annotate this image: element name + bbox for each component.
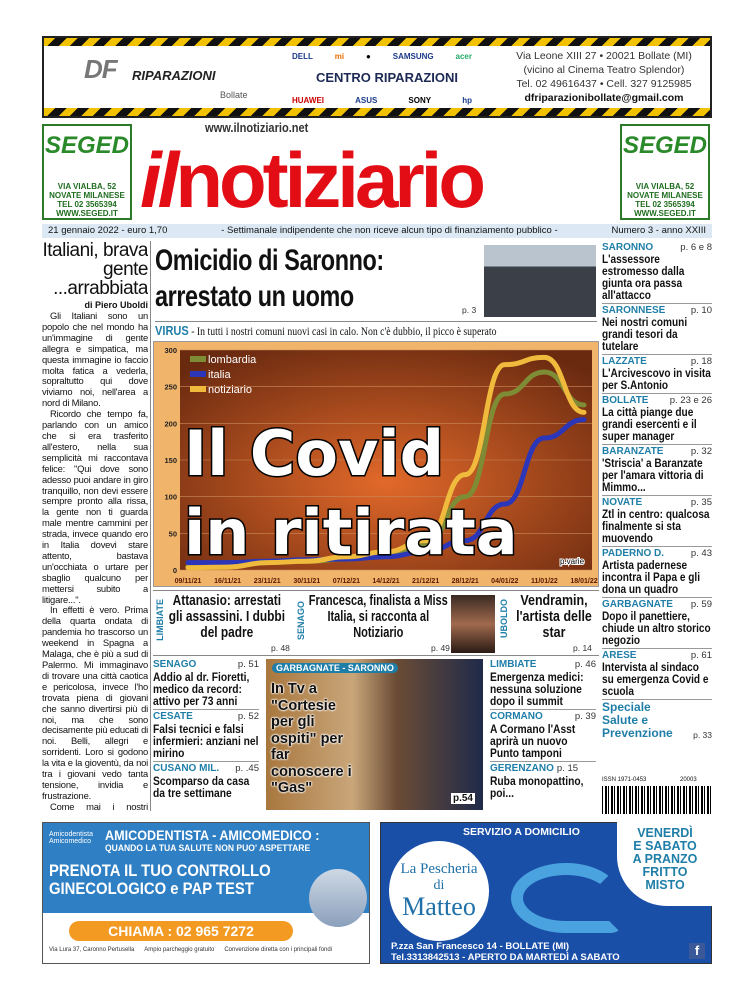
place-label: BOLLATE [602, 395, 649, 406]
place-label: ARESE [602, 650, 637, 661]
y-tick-label: 100 [164, 492, 177, 502]
pescheria-ad[interactable] [380, 822, 712, 964]
page-ref: p. 48 [271, 643, 290, 653]
place-label: GERENZANO [490, 763, 554, 774]
brand-asus: ASUS [355, 96, 378, 105]
news-title: L'assessore estromesso dalla giunta ora passa all'attacco [602, 252, 685, 302]
news-item[interactable] [602, 650, 712, 700]
ad-address: Via Lura 37, Caronno Pertusella [49, 947, 135, 953]
x-tick-label: 18/01/22 [570, 578, 598, 585]
call-button[interactable]: CHIAMA : 02 965 7272 [69, 921, 293, 941]
date-bar [42, 224, 712, 238]
y-tick-label: 200 [164, 419, 177, 429]
news-title: L'Arcivescovo in visita per S.Antonio [602, 366, 711, 392]
lead-photo [484, 245, 596, 317]
ad-phone: Tel.3313842513 - APERTO DA MARTEDÌ A SABATO [391, 952, 620, 963]
place-label: NOVATE [602, 497, 643, 508]
paragraph: In effetti è vero. Prima della quarta ondata di pandemia ho trascorso un weekend in Spagna a Malaga, che è più a sud di Palermo. Mi immaginavo di trovare una città caotica e pericolosa, invece l'ho trovata piena di giovani che sanno divertirsi più di noi, ma che sono decisamente più educati di noi. Belli, allegri e sorridenti. Loro si godono la vita e la gioventù, da noi tra i giovani vedo tanta tensione, invidia e frustrazione. [42, 604, 148, 801]
page-ref: p. 52 [237, 711, 259, 722]
brand-samsung: SAMSUNG [392, 52, 434, 61]
seged-logo: SEGED [44, 132, 130, 159]
legend-label: notiziario [208, 384, 253, 396]
seged-line: VIA VIALBA, 52 [635, 182, 695, 191]
logo-text: Matteo [402, 892, 476, 921]
legend-label: lombardia [208, 354, 257, 366]
promo-line: MISTO [645, 878, 685, 892]
page-ref: p. 18 [690, 356, 712, 367]
ad-headline: GINECOLOGICO e PAP TEST [49, 880, 254, 898]
virus-tag: VIRUS [155, 323, 189, 338]
chart-svg [154, 342, 598, 586]
seged-info [44, 182, 130, 218]
ad-logo: Amicodentista Amicomedico [49, 831, 93, 845]
ad-convention: Convenzione diretta con i principali fondi [224, 947, 333, 953]
strip-place: UBOLDO [499, 599, 509, 638]
seged-logo: SEGED [622, 132, 708, 159]
hazard-stripe [44, 108, 710, 116]
x-tick-label: 21/12/21 [411, 578, 440, 585]
page-ref: p.54 [452, 793, 473, 804]
news-item[interactable] [153, 709, 259, 759]
legend-swatch-lombardia [190, 356, 206, 362]
page-ref: p. 51 [237, 659, 259, 670]
ad-footer [49, 947, 332, 953]
df-city: Bollate [220, 90, 248, 100]
seged-line: TEL 02 3565394 [635, 200, 695, 209]
brand-logos-row1 [292, 52, 472, 61]
page-ref: p. 3 [462, 305, 477, 315]
x-tick-label: 30/11/21 [293, 578, 321, 585]
news-item[interactable] [602, 599, 712, 649]
legend-swatch-notiziario [190, 386, 206, 392]
strip-place: SENAGO [296, 601, 306, 641]
paragraph: Gli Italiani sono un popolo che nel mondo ha un'immagine di gente allegra e simpatica, ma questa immagine io faccio molta fatica a vederla, sopraltutto qui dove viviamo noi, nell'area a nord di Milano. [42, 310, 148, 409]
chart-credit: p.varie [560, 557, 585, 566]
x-tick-label: 11/01/22 [530, 578, 558, 585]
news-title: Ruba monopattino, poi... [490, 774, 584, 800]
special-title: Speciale Salute e Prevenzione [602, 700, 673, 740]
address-line: (vicino al Cinema Teatro Splendor) [523, 64, 685, 76]
news-title: Scomparso da casa da tre settimane [153, 774, 250, 800]
teaser-strip [153, 590, 599, 656]
centro-riparazioni: CENTRO RIPARAZIONI [315, 70, 459, 85]
promo-line: VENERDÌ [637, 826, 693, 840]
byline: di Piero Uboldi [84, 300, 148, 310]
page-ref: p. 43 [690, 548, 712, 559]
paragraph: Come mai i nostri [50, 800, 148, 811]
photo-story[interactable] [266, 659, 483, 810]
page-ref: p. .45 [235, 763, 259, 774]
page-ref: p. 59 [690, 599, 712, 610]
place-label: SARONNESE [602, 305, 666, 316]
place-label: GARBAGNATE [602, 599, 673, 610]
brand-sony: SONY [408, 96, 432, 105]
y-tick-label: 250 [164, 382, 177, 392]
strip-headline[interactable]: Attanasio: arrestati gli assassini. I dubbi del padre [168, 593, 286, 641]
photo-story-tag: GARBAGNATE - SARONNO [272, 663, 398, 673]
page-ref: p. 23 e 26 [669, 395, 712, 406]
seged-line: TEL 02 3565394 [57, 200, 117, 209]
page-ref: p. 46 [574, 659, 596, 670]
place-label: BARANZATE [602, 446, 664, 457]
brand-mi: mi [334, 52, 345, 61]
pescheria-logo [389, 841, 489, 941]
page-ref: p. 49 [431, 643, 450, 653]
logo-text: di [433, 878, 445, 893]
news-title: Ztl in centro: qualcosa finalmente si sta muovendo [602, 507, 710, 545]
news-title: A Cormano l'Asst aprirà un nuovo Punto tamponi [490, 722, 576, 760]
divider [155, 321, 597, 322]
news-item[interactable] [602, 305, 712, 355]
y-tick-label: 50 [168, 529, 177, 539]
photo-story-title: In Tv a "Cortesie per gli ospiti" per far conoscere i "Gas" [271, 681, 352, 796]
x-tick-label: 09/11/21 [174, 578, 202, 585]
virus-kicker [155, 323, 496, 338]
x-tick-label: 28/12/21 [451, 578, 479, 585]
editorial-title: Italiani, brava gente ...arrabbiata [42, 241, 148, 299]
news-title: Addio al dr. Fioretti, medico da record: attivo per 73 anni [153, 670, 250, 708]
right-column [602, 242, 712, 740]
strip-headline[interactable]: Francesca, finalista a Miss Italia, si racconta al Notiziario [308, 593, 448, 641]
overlay-line2: in ritirata [184, 496, 518, 569]
seged-info [622, 182, 708, 218]
lower-left-column [153, 659, 259, 799]
legend-swatch-italia [190, 371, 206, 377]
news-title: Falsi tecnici e falsi infermieri: anziani nel mirino [153, 722, 259, 760]
page-ref: p. 61 [690, 650, 712, 661]
x-tick-label: 07/12/21 [332, 578, 361, 585]
promo-line: E SABATO [633, 839, 697, 853]
logo-notiziario: notiziario [175, 136, 483, 224]
place-label: SENAGO [153, 659, 197, 670]
page-ref: p. 32 [690, 446, 712, 457]
ad-address: P.zza San Francesco 14 - BOLLATE (MI) [391, 941, 570, 952]
overlay-line1: Il Covid [184, 417, 445, 490]
df-logo-sub: RIPARAZIONI [132, 68, 216, 83]
apple-icon: ● [366, 52, 371, 61]
news-title: Intervista al sindaco su emergenza Covid e scuola [602, 660, 709, 698]
editorial-column [42, 241, 148, 811]
seged-line: WWW.SEGED.IT [634, 209, 696, 218]
place-label: CESATE [153, 711, 193, 722]
page-ref: p. 14 [573, 643, 592, 653]
brand-dell: DELL [292, 52, 313, 61]
page-ref: p. 6 e 8 [680, 242, 712, 253]
promo-line: FRITTO [642, 865, 688, 879]
seged-line: NOVATE MILANESE [49, 191, 125, 200]
ad-service: SERVIZIO A DOMICILIO [463, 826, 580, 838]
news-item[interactable] [153, 761, 259, 799]
top-advertisement[interactable] [42, 36, 712, 118]
x-tick-label: 04/01/22 [491, 578, 519, 585]
logo-text: La Pescheria [400, 861, 478, 877]
column-divider [150, 241, 151, 811]
y-tick-label: 0 [172, 566, 177, 575]
page-ref: p. 15 [556, 763, 579, 774]
promo-line: A PRANZO [632, 852, 698, 866]
news-title: Dopo il panettiere, chiude un altro storico negozio [602, 609, 711, 647]
issn: ISSN 1971-0453 [602, 777, 647, 783]
wave-graphic [511, 863, 621, 933]
lower-right-column [490, 659, 596, 799]
news-item[interactable] [602, 356, 712, 394]
seged-line: WWW.SEGED.IT [56, 209, 118, 218]
news-item[interactable] [490, 761, 596, 799]
df-logo: DF [84, 54, 117, 84]
seged-ad-left[interactable] [42, 124, 132, 220]
place-label: LAZZATE [602, 356, 647, 367]
news-item[interactable] [602, 548, 712, 598]
place-label: CORMANO [490, 711, 543, 722]
brand-logos-row2 [292, 96, 472, 105]
news-title: Artista padernese incontra il Papa e gli dona un quadro [602, 558, 701, 596]
newspaper-logo [140, 136, 618, 224]
page-ref: p. 33 [693, 730, 712, 740]
lead-headline[interactable]: Omicidio di Saronno: arrestato un uomo [155, 244, 384, 313]
ad-parking: Ampio parcheggio gratuito [144, 947, 215, 953]
barcode-code: 20003 [680, 777, 697, 783]
hazard-stripe [44, 38, 710, 46]
x-tick-label: 16/11/21 [214, 578, 242, 585]
facebook-icon[interactable]: f [689, 943, 705, 959]
ad-contact [391, 941, 620, 963]
news-item[interactable] [490, 659, 596, 707]
strip-headline[interactable]: Vendramin, l'artista delle star [516, 593, 592, 641]
website-url[interactable]: www.ilnotiziario.net [205, 120, 309, 135]
issue-number: Numero 3 - anno XXIII [611, 225, 706, 236]
news-item[interactable] [602, 446, 712, 496]
page-ref: p. 10 [690, 305, 712, 316]
place-label: SARONNO [602, 242, 654, 253]
y-tick-label: 150 [164, 456, 177, 465]
place-label: CUSANO MIL. [153, 763, 220, 774]
df-address [499, 49, 709, 105]
promo-badge [617, 822, 713, 906]
barcode [602, 786, 712, 814]
brand-huawei: HUAWEI [292, 96, 324, 105]
issue-date-price: 21 gennaio 2022 - euro 1,70 [48, 225, 168, 236]
place-label: LIMBIATE [490, 659, 537, 670]
special-section[interactable] [602, 701, 712, 740]
seged-line: VIA VIALBA, 52 [57, 182, 117, 191]
miss-italia-photo [451, 595, 495, 653]
news-title: Nei nostri comuni grandi tesori da tutelare [602, 315, 688, 353]
ad-headline: PRENOTA IL TUO CONTROLLO [49, 862, 271, 880]
ad-subtitle: QUANDO LA TUA SALUTE NON PUO' ASPETTARE [105, 843, 311, 854]
paragraph: Ricordo che tempo fa, parlando con un amico che si era trasferito all'estero, nella sua semplicità mi raccontava felice: "Qui dove sono adesso puoi andare in giro tranquillo, non devi essere sempre pronto alla rissa, la gente non ti guarda male mentre cammini per strada, invece quando ero in Italia dovevi stare attento, bastava un'occhiata o urtare per sbaglio qualcuno per mettersi subito a litigare...". [42, 408, 148, 605]
news-title: La città piange due grandi esercenti e il super manager [602, 405, 697, 443]
news-item[interactable] [602, 497, 712, 547]
strip-place: LIMBIATE [155, 599, 165, 641]
seged-line: NOVATE MILANESE [627, 191, 703, 200]
seged-ad-right[interactable] [620, 124, 710, 220]
news-title: Emergenza medici: nessuna soluzione dopo il summit [490, 670, 584, 708]
phone-line: Tel. 02 49616437 • Cell. 327 9125985 [516, 78, 692, 90]
covid-chart [153, 341, 599, 587]
email-line: dfriparazionibollate@gmail.com [524, 92, 684, 104]
news-item[interactable] [490, 709, 596, 759]
page-ref: p. 39 [574, 711, 596, 722]
tagline: - Settimanale indipendente che non riceve alcun tipo di finanziamento pubblico - [221, 225, 558, 236]
y-tick-label: 300 [164, 346, 177, 355]
news-item[interactable] [153, 659, 259, 707]
news-item[interactable] [602, 242, 712, 304]
amicodentista-ad[interactable] [42, 822, 370, 964]
address-line: Via Leone XIII 27 • 20021 Bollate (MI) [516, 50, 692, 62]
ad-photo [309, 869, 367, 927]
x-tick-label: 23/11/21 [253, 578, 281, 585]
x-tick-label: 14/12/21 [372, 578, 400, 585]
legend-label: italia [208, 369, 231, 381]
news-item[interactable] [602, 395, 712, 445]
logo-il: il [140, 136, 176, 224]
page-ref: p. 35 [690, 497, 712, 508]
ad-title: AMICODENTISTA - AMICOMEDICO : [105, 827, 320, 843]
virus-text: - In tutti i nostri comuni nuovi casi in calo. Non c'è dubbio, il picco è superato [188, 326, 497, 338]
place-label: PADERNO D. [602, 548, 665, 559]
brand-acer: acer [455, 52, 472, 61]
news-title: 'Striscia' a Baranzate per l'amara vittoria di Mimmo... [602, 456, 704, 494]
brand-hp: hp [462, 96, 472, 105]
